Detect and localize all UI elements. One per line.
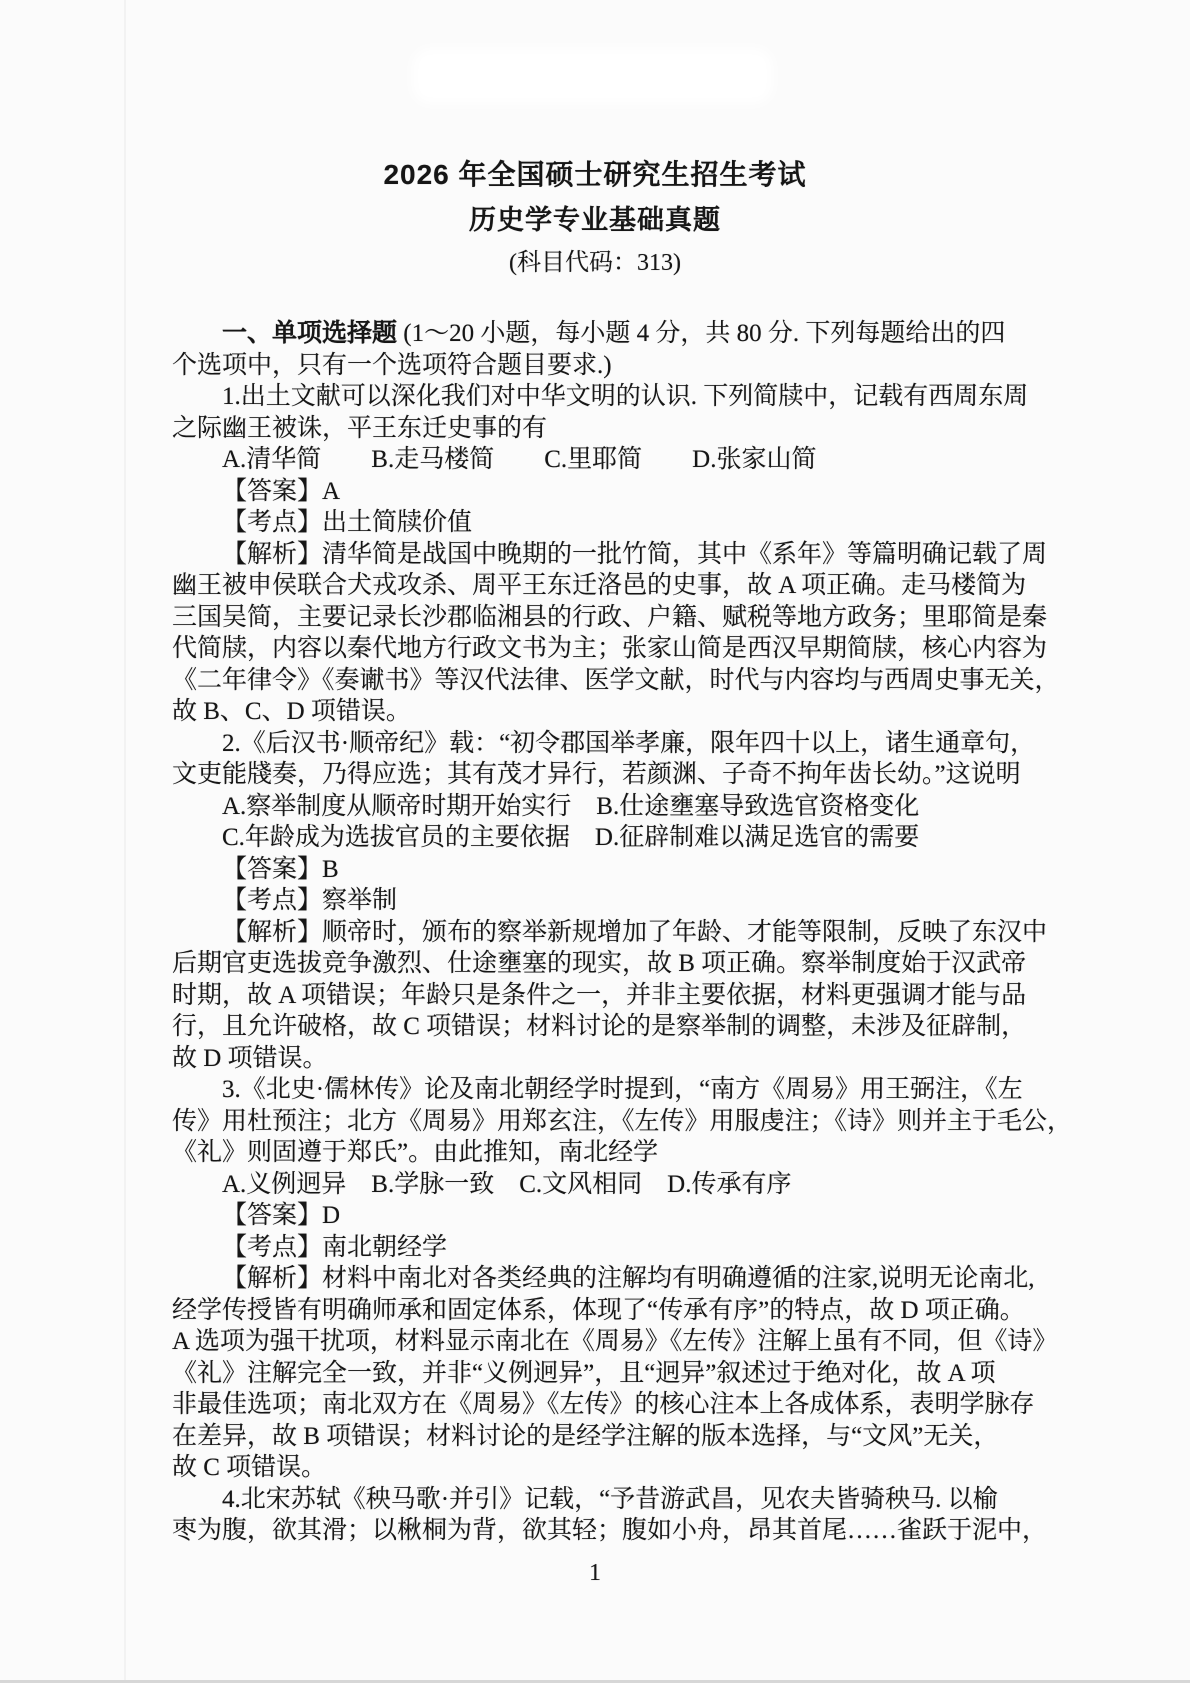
text-line: A.义例迥异 B.学脉一致 C.文风相同 D.传承有序 [222, 1170, 792, 1198]
text-line: 文吏能牋奏，乃得应选；其有茂才异行，若颜渊、子奇不拘年齿长幼。”这说明 [172, 761, 1021, 788]
text-line: A 选项为强干扰项，材料显示南北在《周易》《左传》注解上虽有不同，但《诗》 [172, 1328, 1058, 1355]
text-line: 行，且允许破格，故 C 项错误；材料讨论的是察举制的调整，未涉及征辟制， [172, 1013, 1027, 1040]
text-line: 非最佳选项；南北双方在《周易》《左传》的核心注本上各成体系，表明学脉存 [172, 1391, 1035, 1418]
text-line: 【解析】顺帝时，颁布的察举新规增加了年龄、才能等限制，反映了东汉中 [222, 918, 1048, 946]
text-line: 传》用杜预注；北方《周易》用郑玄注，《左传》用服虔注；《诗》则并主于毛公， [172, 1107, 1073, 1135]
text-line: 代简牍，内容以秦代地方行政文书为主；张家山简是西汉早期简牍，核心内容为 [172, 635, 1048, 662]
text-line: 时期，故 A 项错误；年龄只是条件之一，并非主要依据，材料更强调才能与品 [172, 981, 1027, 1009]
subject-code: (科目代码：313) [509, 250, 681, 276]
text-line: C.年龄成为选拔官员的主要依据 D.征辟制难以满足选官的需要 [222, 824, 920, 851]
text-line: 经学传授皆有明确师承和固定体系，体现了“传承有序”的特点，故 D 项正确。 [172, 1296, 1025, 1324]
text-line: 【答案】B [222, 855, 339, 883]
text-line: 【解析】清华简是战国中晚期的一批竹简，其中《系年》等篇明确记载了周 [222, 540, 1048, 568]
section-heading: 一、单项选择题 [222, 319, 398, 347]
text-line: 故 B、C、D 项错误。 [172, 698, 411, 725]
text-line: 【解析】材料中南北对各类经典的注解均有明确遵循的注家,说明无论南北, [222, 1265, 1035, 1292]
text-line: 4.北宋苏轼《秧马歌·并引》记载，“予昔游武昌，见农夫皆骑秧马. 以榆 [222, 1485, 998, 1513]
text-line: 个选项中，只有一个选项符合题目要求.) [172, 351, 612, 379]
text-line: 幽王被申侯联合犬戎攻杀、周平王东迁洛邑的史事，故 A 项正确。走马楼简为 [172, 572, 1027, 599]
text-line: 三国吴简，主要记录长沙郡临湘县的行政、户籍、赋税等地方政务；里耶简是秦 [172, 603, 1048, 631]
text-line: 在差异，故 B 项错误；材料讨论的是经学注解的版本选择，与“文风”无关， [172, 1422, 999, 1450]
page-number: 1 [589, 1560, 601, 1586]
document-header [0, 161, 1190, 275]
text-line: 【考点】南北朝经学 [222, 1233, 448, 1261]
text-line: 1.出土文献可以深化我们对中华文明的认识. 下列简牍中，记载有西周东周 [222, 383, 1029, 410]
text-line: 故 C 项错误。 [172, 1454, 327, 1481]
text-line: 《二年律令》《奏谳书》等汉代法律、医学文献，时代与内容均与西周史事无关， [172, 666, 1060, 694]
exam-subtitle: 历史学专业基础真题 [469, 205, 721, 235]
text-line: 故 D 项错误。 [172, 1044, 328, 1072]
document-body [172, 318, 1073, 1547]
text-line: 【考点】察举制 [222, 887, 398, 914]
text-line: 枣为腹，欲其滑；以楸桐为背，欲其轻；腹如小舟，昂其首尾……雀跃于泥中， [172, 1517, 1048, 1544]
text-line: 一、单项选择题 (1～20 小题，每小题 4 分，共 80 分. 下列每题给出的四 [222, 319, 1006, 347]
text-line: 之际幽王被诛，平王东迁史事的有 [172, 414, 548, 442]
exam-title: 2026 年全国硕士研究生招生考试 [383, 159, 807, 190]
text-line: A.清华简 B.走马楼简 C.里耶简 D.张家山简 [222, 446, 817, 473]
text-line: 后期官吏选拔竞争激烈、仕途壅塞的现实，故 B 项正确。察举制度始于汉武帝 [172, 950, 1027, 977]
watermark-ghost [420, 56, 765, 96]
text-line: A.察举制度从顺帝时期开始实行 B.仕途壅塞导致选官资格变化 [222, 792, 920, 820]
text-line: 【考点】出土简牍价值 [222, 509, 473, 536]
text-line: 【答案】A [222, 477, 341, 505]
text-line: 2.《后汉书·顺帝纪》载：“初令郡国举孝廉，限年四十以上，诸生通章句， [222, 729, 1036, 757]
text-line: 【答案】D [222, 1202, 341, 1229]
text-line: 3.《北史·儒林传》论及南北朝经学时提到，“南方《周易》用王弼注，《左 [222, 1076, 1023, 1103]
text-line: 《礼》则固遵于郑氏”。由此推知，南北经学 [172, 1139, 659, 1166]
text-line: 《礼》注解完全一致，并非“义例迥异”，且“迥异”叙述过于绝对化，故 A 项 [172, 1359, 996, 1387]
